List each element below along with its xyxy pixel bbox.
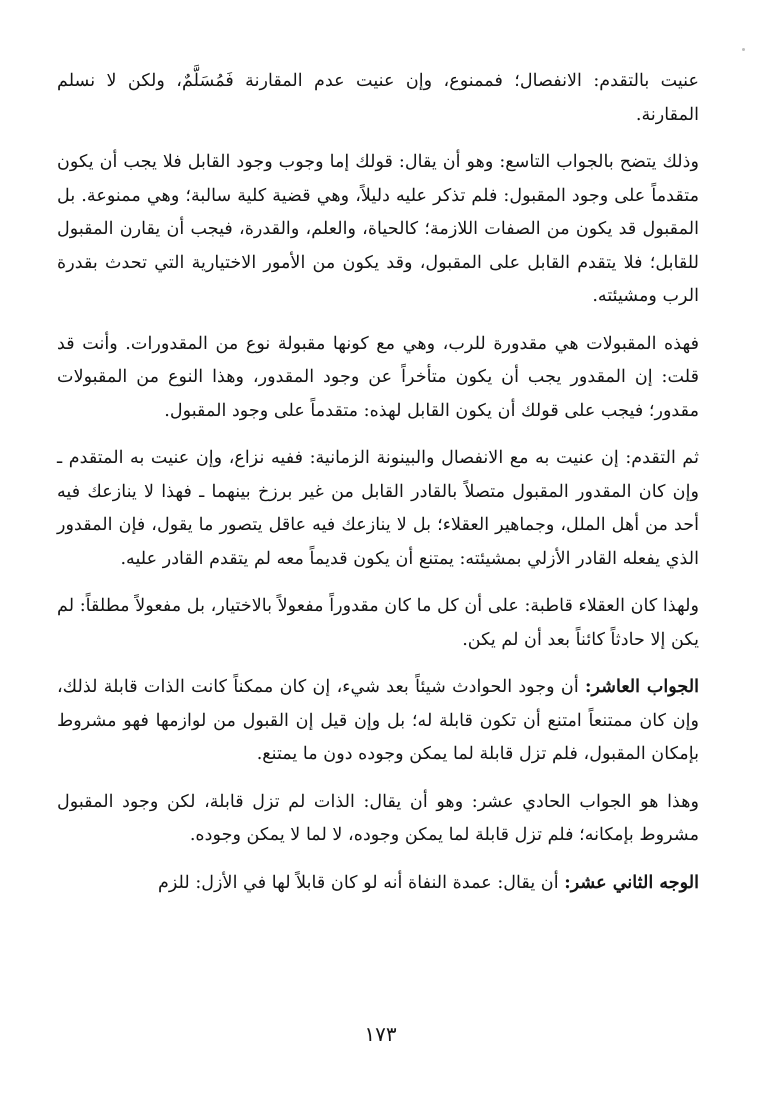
paragraph-lead: الجواب العاشر: xyxy=(585,676,700,697)
paragraph-text: وهذا هو الجواب الحادي عشر: وهو أن يقال: الذات لم تزل قابلة، لكن وجود المقبول مشروط بإمكانه؛ فلم تزل قابلة لما يمكن وجوده، لا لما لا يمكن وجوده. xyxy=(57,791,699,845)
paragraph-4 xyxy=(57,441,699,576)
scan-speck xyxy=(742,48,745,51)
page-body xyxy=(57,64,699,913)
paragraph-text: أن وجود الحوادث شيئاً بعد شيء، إن كان ممكناً كانت الذات قابلة لذلك، وإن كان ممتنعاً امتنع أن تكون قابلة له؛ بل وإن قيل إن القبول من لوازمها فهو مشروط بإمكان المقبول، فلم تزل قابلة لما يمكن وجوده دون ما يمتنع. xyxy=(57,677,699,764)
page-number: ١٧٣ xyxy=(364,1022,397,1046)
paragraph-text: أن يقال: عمدة النفاة أنه لو كان قابلاً لها في الأزل: للزم xyxy=(157,872,559,893)
paragraph-lead: الوجه الثاني عشر: xyxy=(564,871,699,893)
paragraph-text: عنيت بالتقدم: الانفصال؛ فممنوع، وإن عنيت عدم المقارنة فَمُسَلَّمٌ، ولكن لا نسلم المقارنة. xyxy=(57,71,699,125)
paragraph-6 xyxy=(57,670,699,772)
paragraph-text: فهذه المقبولات هي مقدورة للرب، وهي مع كونها مقبولة نوع من المقدورات. وأنت قد قلت: إن المقدور يجب أن يكون متأخراً عن وجود المقدور، وهذا النوع من المقبولات مقدور؛ فيجب على قولك أن يكون القابل لهذه: متقدماً على وجود المقبول. xyxy=(57,333,699,421)
paragraph-2 xyxy=(57,145,699,314)
paragraph-3 xyxy=(57,327,699,429)
paragraph-5 xyxy=(57,589,699,657)
paragraph-text: وذلك يتضح بالجواب التاسع: وهو أن يقال: قولك إما وجوب وجود القابل فلا يجب أن يكون متقدماً على وجود المقبول: فلم تذكر عليه دليلاً، وهي قضية كلية سالبة؛ وهي ممنوعة. بل المقبول قد يكون من الصفات اللازمة؛ كالحياة، والعلم، والقدرة، فيجب أن يقارن المقبول للقابل؛ فلا يتقدم القابل على المقبول، وقد يكون من الأمور الاختيارية التي تحدث بقدرة الرب ومشيئته. xyxy=(57,152,699,306)
paragraph-7 xyxy=(57,785,699,853)
paragraph-text: ثم التقدم: إن عنيت به مع الانفصال والبينونة الزمانية: ففيه نزاع، وإن عنيت به المتقدم ـ وإن كان المقدور المقبول متصلاً بالقادر القابل من غير برزخ بينهما ـ فهذا لا ينازعك فيه أحد من أهل الملل، وجماهير العقلاء؛ بل لا ينازعك فيه عاقل يتصور ما يقول، فإن المقدور الذي يفعله القادر الأزلي بمشيئته: يمتنع أن يكون قديماً معه لم يتقدم القادر عليه. xyxy=(57,448,699,569)
paragraph-1 xyxy=(57,64,699,132)
paragraph-text: ولهذا كان العقلاء قاطبة: على أن كل ما كان مقدوراً مفعولاً بالاختيار، بل مفعولاً مطلقاً: لم يكن إلا حادثاً كائناً بعد أن لم يكن. xyxy=(57,596,699,650)
paragraph-8 xyxy=(57,866,699,901)
